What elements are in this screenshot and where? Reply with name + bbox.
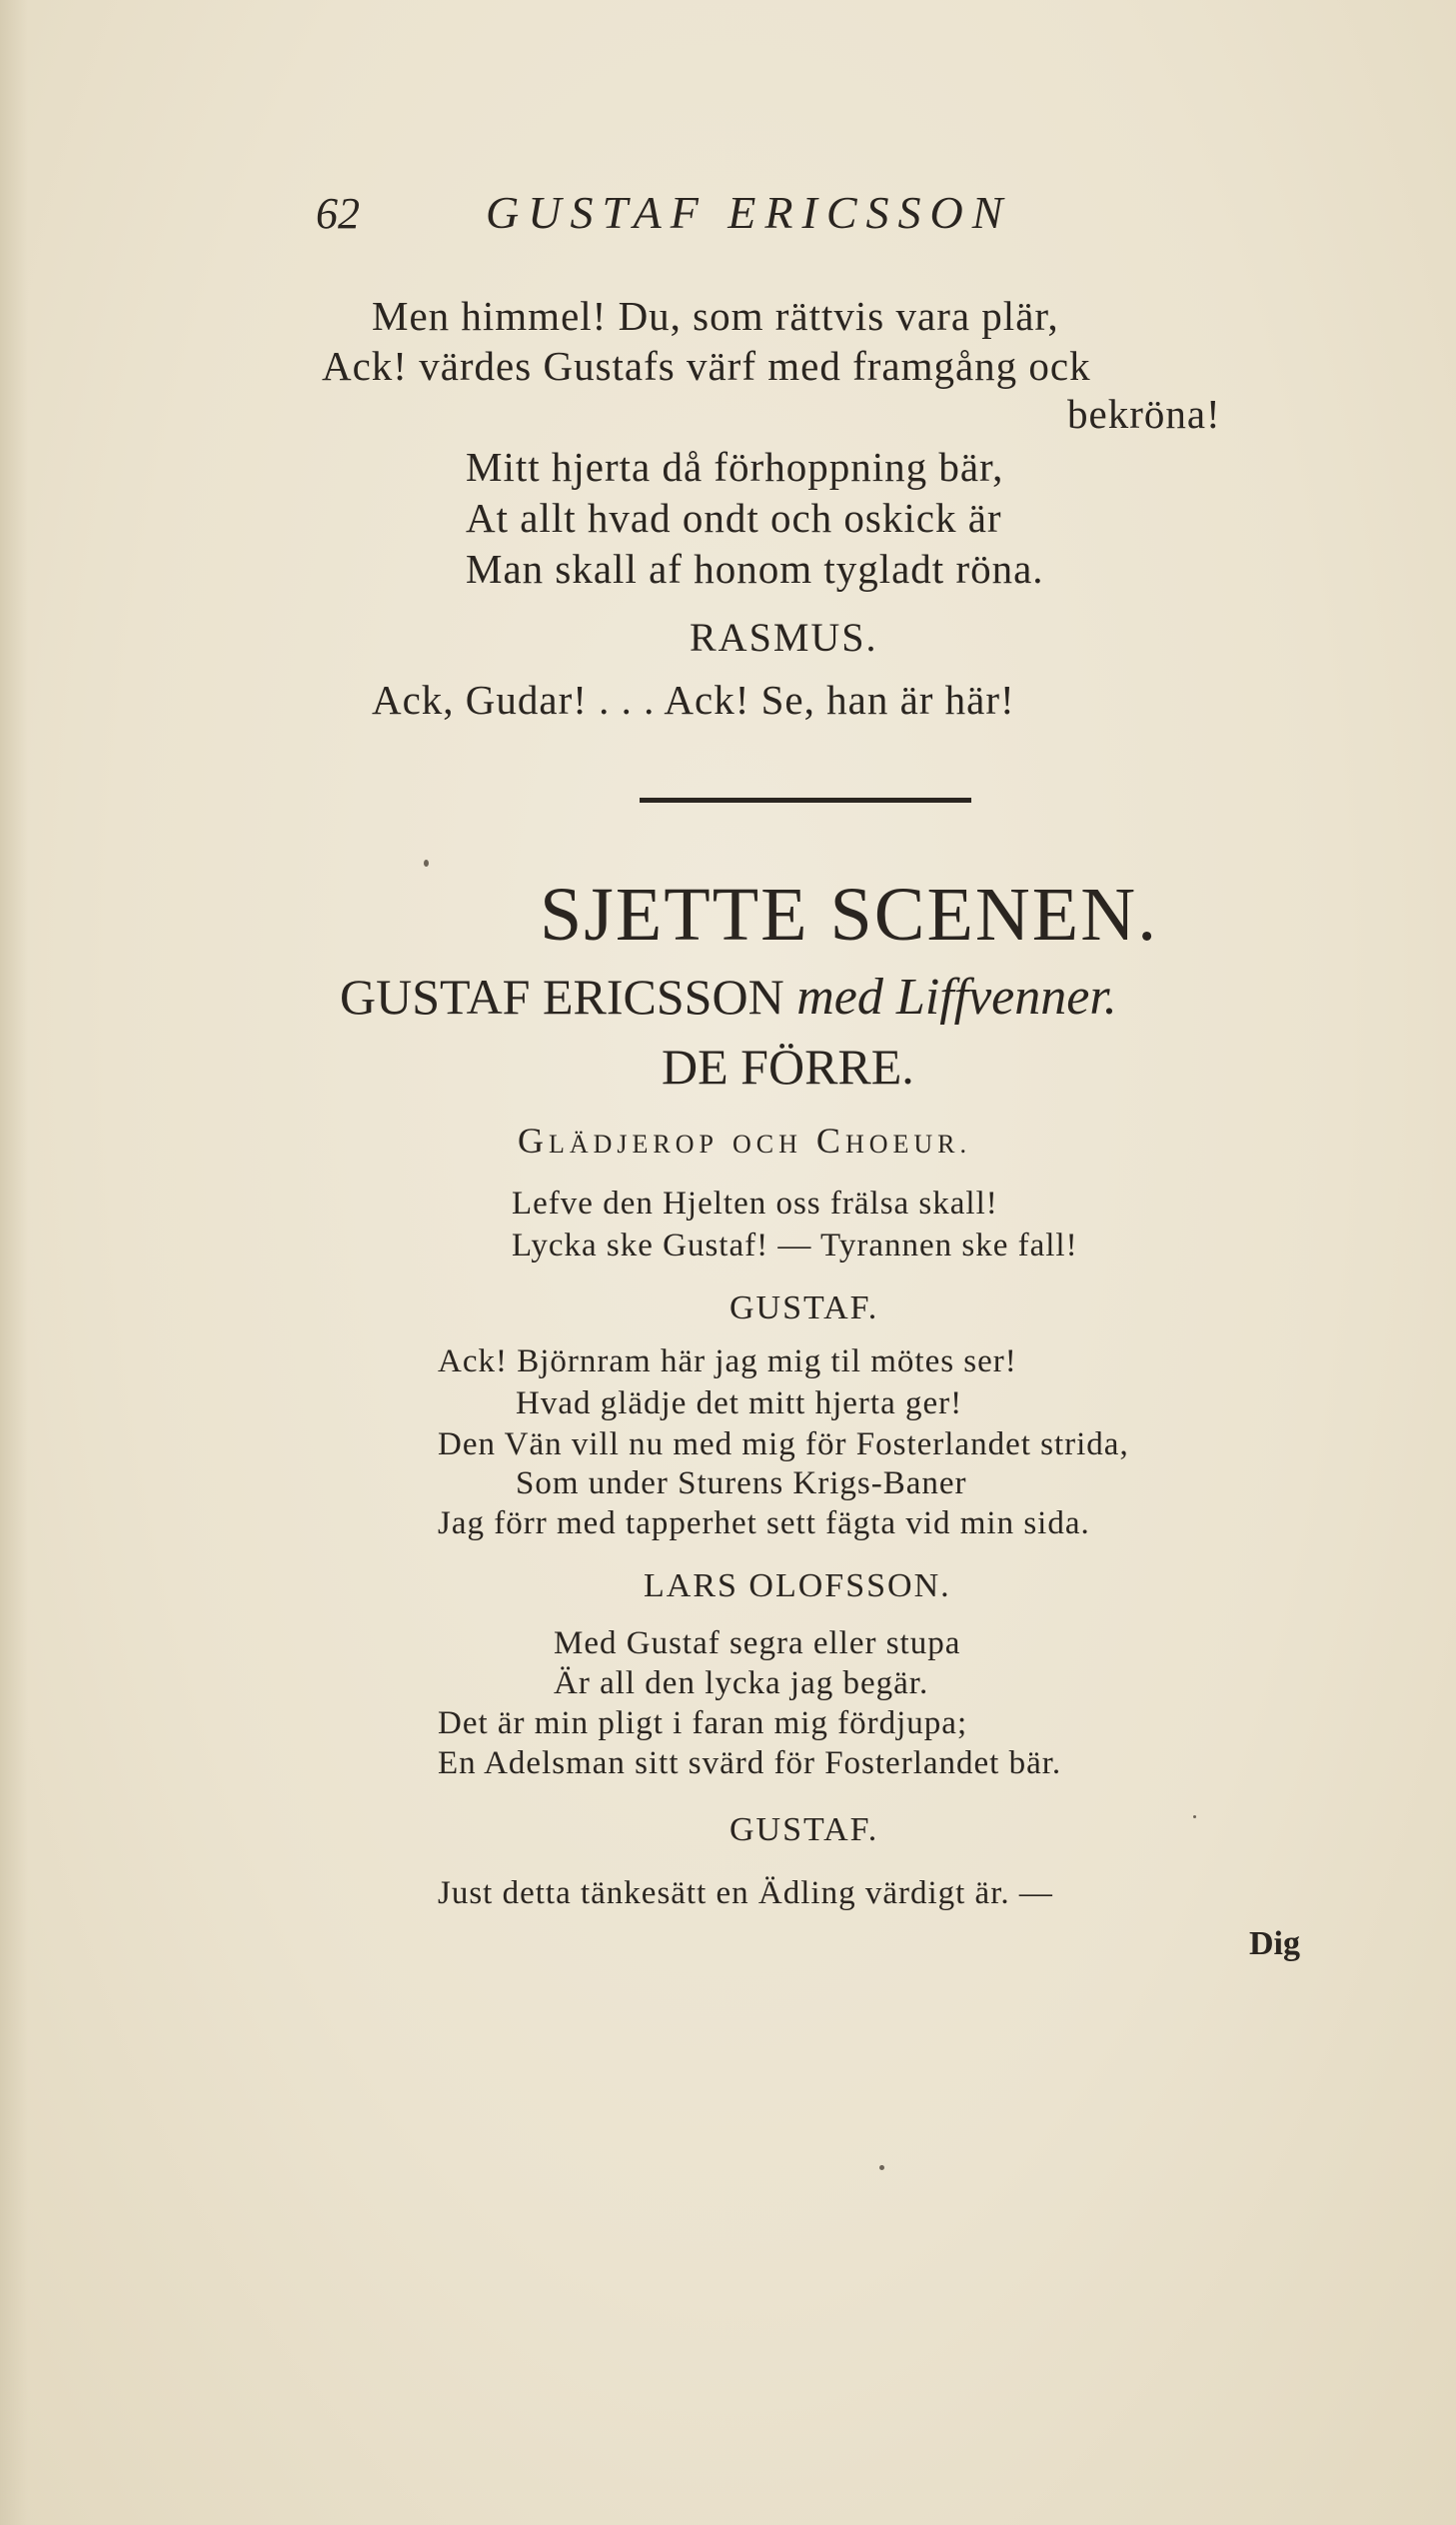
- verse-line: Ack! värdes Gustafs värf med framgång ock: [322, 343, 1091, 389]
- character-companions: med Liffvenner.: [796, 969, 1117, 1026]
- verse-line: En Adelsman sitt svärd för Fosterlandet bär.: [438, 1745, 1062, 1781]
- verse-line: Just detta tänkesätt en Ädling värdigt är. —: [438, 1875, 1053, 1911]
- verse-line: Hvad glädje det mitt hjerta ger!: [516, 1385, 963, 1421]
- scene-characters: [340, 968, 1117, 1027]
- scene-characters-2: DE FÖRRE.: [662, 1039, 914, 1095]
- speaker-rasmus: RASMUS.: [690, 615, 878, 660]
- verse-line: Med Gustaf segra eller stupa: [554, 1625, 961, 1661]
- character-name: GUSTAF ERICSSON: [340, 969, 784, 1025]
- paper-speck: [879, 2165, 884, 2170]
- paper-speck: [1193, 1815, 1196, 1818]
- speaker-gustaf: GUSTAF.: [729, 1289, 879, 1326]
- chorus-line: Lycka ske Gustaf! — Tyrannen ske fall!: [512, 1228, 1078, 1263]
- verse-line: Men himmel! Du, som rättvis vara plär,: [372, 293, 1059, 339]
- speaker-gustaf: GUSTAF.: [729, 1811, 879, 1848]
- small-caps-initial: C: [815, 1121, 845, 1161]
- scene-title: SJETTE SCENEN.: [540, 873, 1159, 957]
- verse-line: bekröna!: [1067, 391, 1221, 437]
- small-caps-rest: HOEUR.: [844, 1130, 971, 1159]
- small-caps-rest: LÄDJEROP: [549, 1130, 720, 1159]
- chorus-line: Lefve den Hjelten oss frälsa skall!: [512, 1186, 998, 1222]
- page-edge-shadow: [0, 0, 28, 2525]
- verse-line: Ack! Björnram här jag mig til mötes ser!: [438, 1343, 1017, 1379]
- small-caps-initial: G: [518, 1121, 549, 1161]
- verse-line: Ack, Gudar! . . . Ack! Se, han är här!: [372, 677, 1015, 723]
- speaker-lars: LARS OLOFSSON.: [644, 1567, 951, 1604]
- page-number: 62: [316, 189, 360, 238]
- paper-speck: [424, 860, 429, 867]
- catchword: Dig: [1249, 1925, 1300, 1962]
- verse-line: Som under Sturens Krigs-Baner: [516, 1465, 967, 1501]
- verse-line: Mitt hjerta då förhoppning bär,: [466, 444, 1004, 490]
- verse-line: Det är min pligt i faran mig fördjupa;: [438, 1705, 968, 1741]
- verse-line: Är all den lycka jag begär.: [554, 1665, 929, 1701]
- chorus-heading: [518, 1120, 971, 1162]
- small-caps-word: OCH: [732, 1130, 802, 1159]
- verse-line: At allt hvad ondt och oskick är: [466, 495, 1002, 541]
- verse-line: Den Vän vill nu med mig för Fosterlandet strida,: [438, 1426, 1129, 1462]
- section-rule: [640, 798, 971, 803]
- running-title: GUSTAF ERICSSON: [486, 187, 1012, 238]
- verse-line: Man skall af honom tygladt röna.: [466, 546, 1044, 592]
- verse-line: Jag förr med tapperhet sett fägta vid min sida.: [438, 1505, 1090, 1541]
